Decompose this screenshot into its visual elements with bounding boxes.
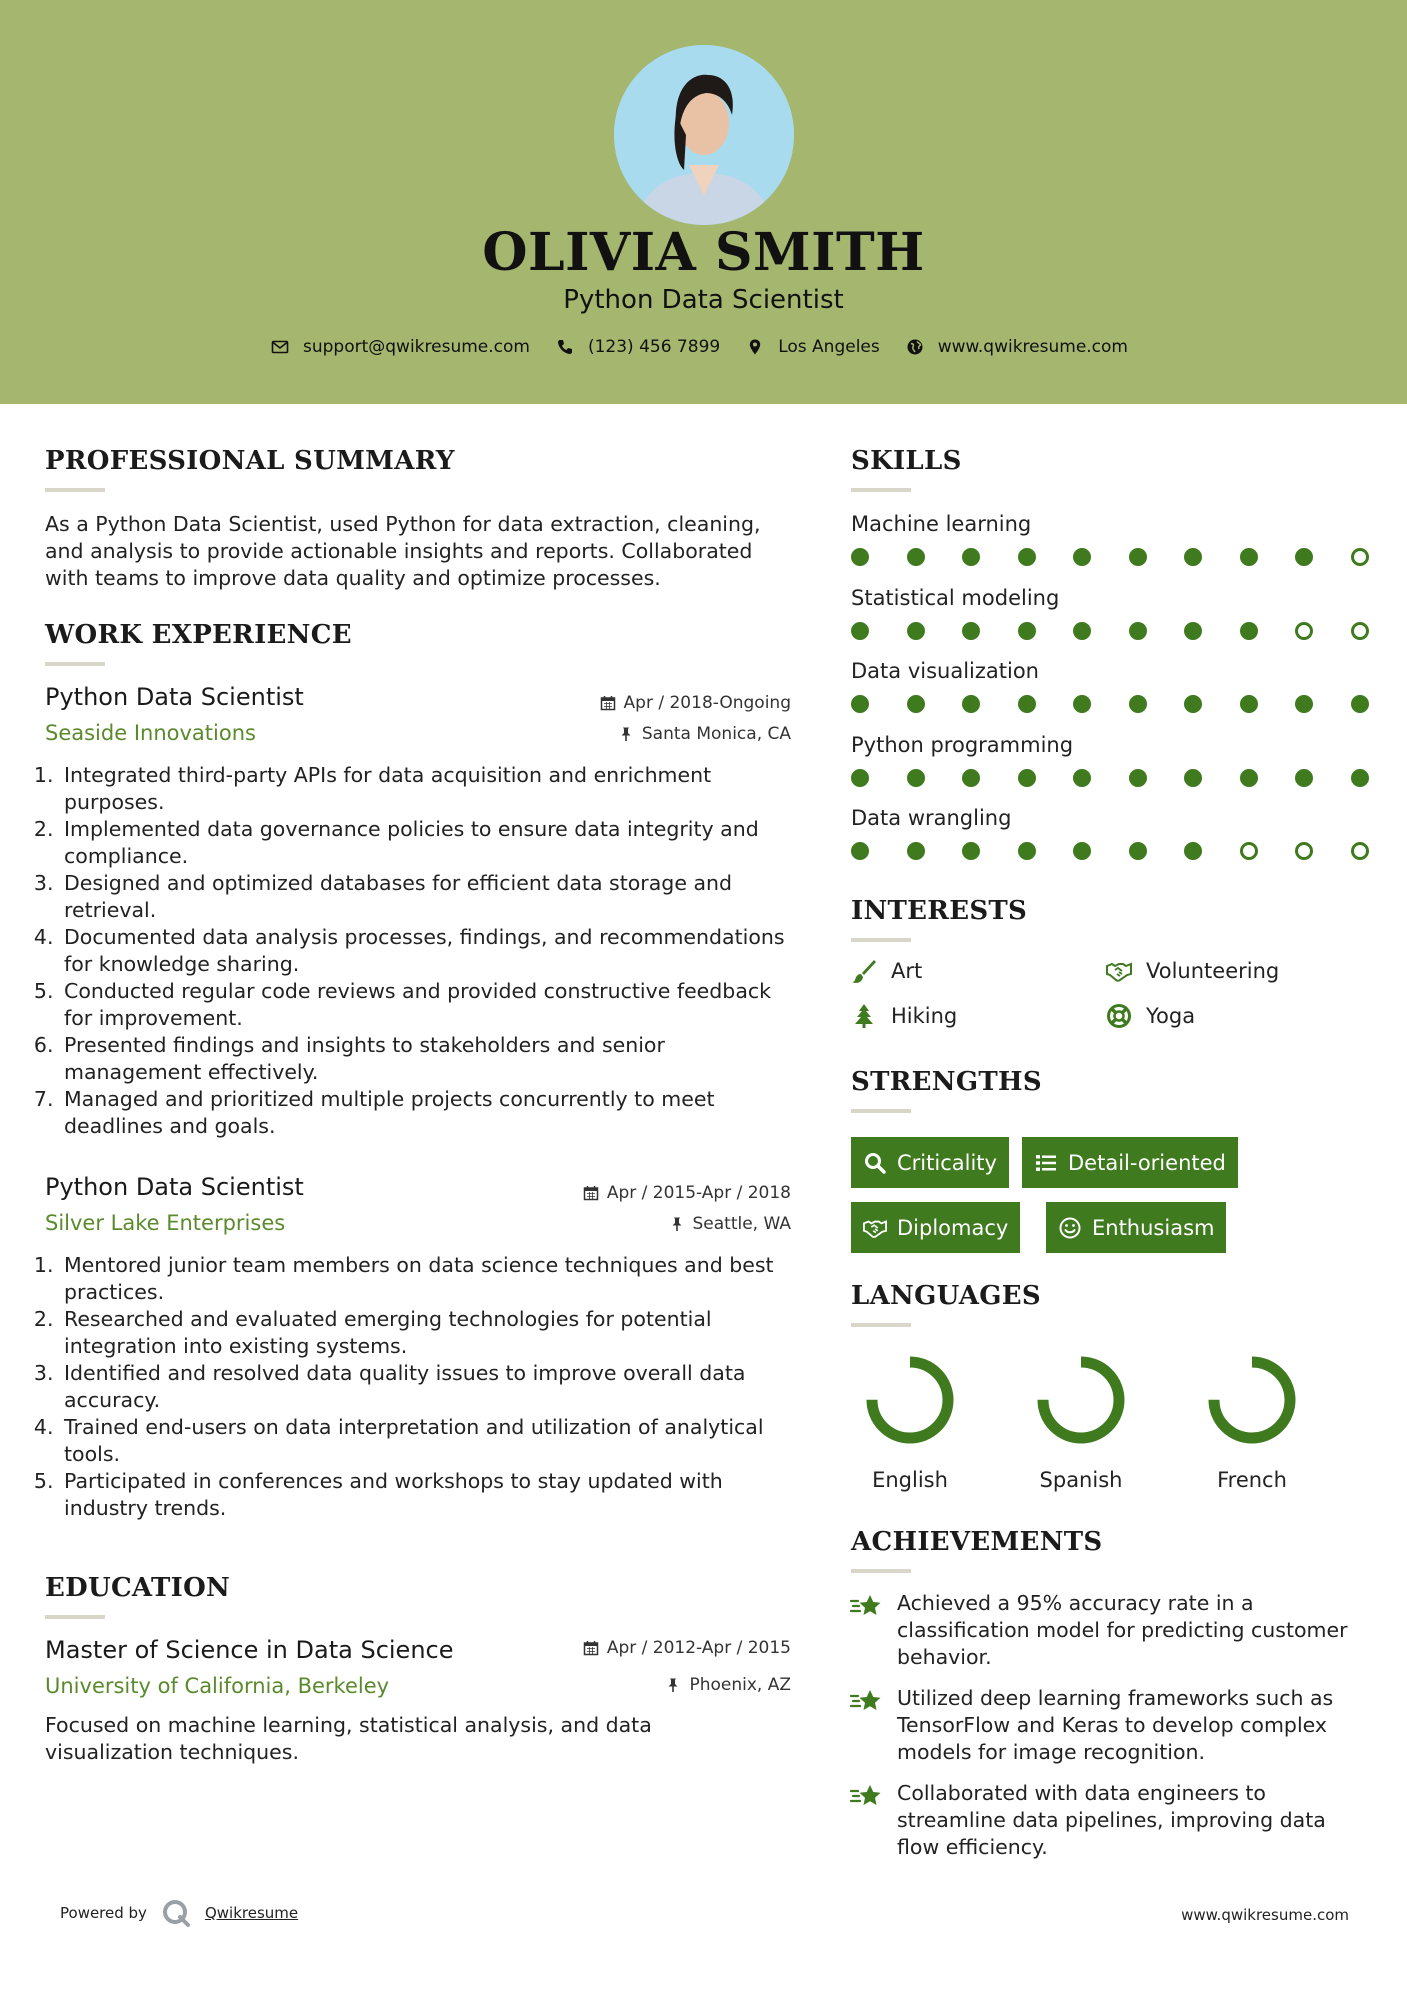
strength-badge (851, 1202, 1020, 1253)
section-underline (851, 938, 911, 942)
achievements-heading: ACHIEVEMENTS (851, 1527, 1103, 1557)
achievement-line: Achieved a 95% accuracy rate in a (897, 1591, 1254, 1615)
strength-label: Enthusiasm (1092, 1215, 1215, 1240)
achievement-text (897, 1780, 1326, 1861)
language-progress-arc (1214, 1362, 1290, 1438)
education-date (491, 1638, 791, 1658)
achievement-line: classification model for predicting customer (897, 1618, 1348, 1642)
rating-dot-filled (851, 695, 869, 713)
language-progress-arc (872, 1362, 948, 1438)
language-item (1192, 1350, 1312, 1492)
section-underline (851, 1323, 911, 1327)
languages-heading: LANGUAGES (851, 1281, 1041, 1311)
skills-heading: SKILLS (851, 446, 962, 476)
job-company: Seaside Innovations (45, 721, 256, 745)
rating-dot-filled (1073, 548, 1091, 566)
rating-dot-filled (962, 769, 980, 787)
rating-dot-filled (907, 695, 925, 713)
rating-dot-filled (907, 842, 925, 860)
job-date-text: Apr / 2015-Apr / 2018 (606, 1183, 791, 1203)
rating-dot-filled (1240, 548, 1258, 566)
interest-hiking (851, 1003, 957, 1029)
calendar-icon (600, 695, 616, 711)
rating-dot-filled (907, 622, 925, 640)
rating-dot-filled (907, 548, 925, 566)
rating-dot-filled (1295, 548, 1313, 566)
phone-icon (556, 338, 574, 356)
job-date (491, 1183, 791, 1203)
rating-dot-filled (962, 842, 980, 860)
skill-rating (851, 769, 1406, 787)
rating-dot-filled (907, 769, 925, 787)
degree-title: Master of Science in Data Science (45, 1636, 454, 1664)
rating-dot-empty (1351, 842, 1369, 860)
education-location-text: Phoenix, AZ (689, 1675, 791, 1695)
language-progress-arc (1043, 1362, 1119, 1438)
rating-dot-filled (851, 622, 869, 640)
resume-header (0, 0, 1407, 404)
skill-name: Data visualization (851, 659, 1039, 683)
contact-website[interactable] (906, 337, 1128, 357)
pushpin-icon (669, 1216, 685, 1232)
interest-art (851, 958, 922, 984)
star-icon (849, 1782, 883, 1812)
rating-dot-filled (851, 548, 869, 566)
list-item: 5. Conducted regular code reviews and provided constructive feedback for improvement. (60, 978, 800, 1032)
rating-dot-filled (1073, 842, 1091, 860)
experience-heading: WORK EXPERIENCE (45, 620, 352, 650)
rating-dot-filled (1129, 622, 1147, 640)
rating-dot-filled (1073, 695, 1091, 713)
section-underline (851, 488, 911, 492)
list-item: 3. Identified and resolved data quality issues to improve overall data accuracy. (60, 1360, 800, 1414)
rating-dot-filled (1295, 695, 1313, 713)
list-item: 2. Implemented data governance policies to ensure data integrity and compliance. (60, 816, 800, 870)
handshake-icon (863, 1216, 887, 1240)
achievement-line: TensorFlow and Keras to develop complex (897, 1713, 1328, 1737)
education-line: visualization techniques. (45, 1740, 299, 1764)
rating-dot-empty (1295, 622, 1313, 640)
footer-website[interactable]: www.qwikresume.com (1181, 1906, 1349, 1924)
section-underline (45, 662, 105, 666)
website-text: www.qwikresume.com (937, 337, 1128, 357)
candidate-name: OLIVIA SMITH (482, 222, 925, 283)
map-pin-icon (746, 338, 764, 356)
list-item: 4. Trained end-users on data interpretation and utilization of analytical tools. (60, 1414, 800, 1468)
section-underline (851, 1569, 911, 1573)
list-item: 2. Researched and evaluated emerging technologies for potential integration into existing systems. (60, 1306, 800, 1360)
interest-label: Art (891, 959, 923, 983)
skill-name: Machine learning (851, 512, 1032, 536)
interest-volunteering (1106, 958, 1279, 984)
rating-dot-filled (1018, 548, 1036, 566)
summary-line: As a Python Data Scientist, used Python for data extraction, cleaning, (45, 512, 761, 536)
skill-name: Statistical modeling (851, 585, 1060, 610)
interest-yoga (1106, 1003, 1195, 1029)
rating-dot-filled (962, 622, 980, 640)
job-title: Python Data Scientist (45, 683, 304, 711)
contact-location (746, 337, 880, 357)
language-label: Spanish (1039, 1468, 1123, 1492)
language-progress-ring (860, 1350, 960, 1450)
person-portrait-icon (614, 45, 794, 225)
language-progress-ring (1202, 1350, 1302, 1450)
language-progress-ring (1031, 1350, 1131, 1450)
qwikresume-link[interactable]: Qwikresume (204, 1904, 299, 1922)
rating-dot-empty (1351, 622, 1369, 640)
rating-dot-filled (1129, 769, 1147, 787)
rating-dot-filled (1129, 548, 1147, 566)
achievement-line: flow efficiency. (897, 1835, 1048, 1859)
pushpin-icon (665, 1677, 681, 1693)
search-icon (863, 1151, 887, 1175)
rating-dot-filled (1240, 695, 1258, 713)
school-name: University of California, Berkeley (45, 1674, 390, 1698)
interests-heading: INTERESTS (851, 896, 1028, 926)
rating-dot-filled (1240, 622, 1258, 640)
paintbrush-icon (851, 958, 877, 984)
list-item: 1. Mentored junior team members on data science techniques and best practices. (60, 1252, 800, 1306)
interest-label: Volunteering (1146, 959, 1280, 983)
job-responsibilities (40, 762, 800, 1140)
achievement-text (897, 1590, 1348, 1671)
globe-icon (906, 338, 924, 356)
skill-name: Python programming (851, 732, 1074, 757)
job-title: Python Data Scientist (45, 1173, 304, 1201)
education-heading: EDUCATION (45, 1573, 231, 1603)
achievement-line: models for image recognition. (897, 1740, 1205, 1764)
achievement-line: Collaborated with data engineers to (897, 1781, 1266, 1805)
education-description (45, 1712, 785, 1766)
strengths-heading: STRENGTHS (851, 1067, 1042, 1097)
language-label: French (1217, 1468, 1287, 1492)
list-item: 4. Documented data analysis processes, findings, and recommendations for knowledge sharing. (60, 924, 800, 978)
footer-powered-by (60, 1898, 298, 1928)
summary-line: and analysis to provide actionable insights and reports. Collaborated (45, 539, 753, 563)
rating-dot-filled (1073, 622, 1091, 640)
job-location-text: Santa Monica, CA (641, 724, 791, 744)
interest-label: Yoga (1146, 1004, 1196, 1028)
powered-by-text: Powered by (60, 1904, 147, 1922)
lifebuoy-icon (1106, 1003, 1132, 1029)
strength-label: Detail-oriented (1068, 1150, 1226, 1175)
skill-rating (851, 548, 1406, 566)
language-item (850, 1350, 970, 1492)
list-item: 3. Designed and optimized databases for efficient data storage and retrieval. (60, 870, 800, 924)
location-text: Los Angeles (778, 337, 880, 357)
list-icon (1034, 1151, 1058, 1175)
candidate-title: Python Data Scientist (563, 285, 844, 315)
calendar-icon (583, 1185, 599, 1201)
rating-dot-filled (1184, 842, 1202, 860)
rating-dot-filled (851, 842, 869, 860)
contact-bar (0, 337, 1407, 357)
strength-label: Diplomacy (897, 1215, 1009, 1240)
section-underline (45, 488, 105, 492)
skill-rating (851, 622, 1406, 640)
skill-rating (851, 842, 1406, 860)
list-item: 5. Participated in conferences and workshops to stay updated with industry trends. (60, 1468, 800, 1522)
rating-dot-filled (1240, 769, 1258, 787)
achievement-line: behavior. (897, 1645, 992, 1669)
rating-dot-filled (1018, 769, 1036, 787)
job-location (491, 1214, 791, 1234)
pushpin-icon (618, 726, 634, 742)
rating-dot-empty (1351, 548, 1369, 566)
rating-dot-filled (1184, 769, 1202, 787)
education-date-text: Apr / 2012-Apr / 2015 (606, 1638, 791, 1658)
rating-dot-filled (1073, 769, 1091, 787)
rating-dot-filled (1018, 842, 1036, 860)
rating-dot-filled (1184, 548, 1202, 566)
rating-dot-empty (1240, 842, 1258, 860)
education-line: Focused on machine learning, statistical analysis, and data (45, 1713, 652, 1737)
rating-dot-filled (1018, 695, 1036, 713)
summary-heading: PROFESSIONAL SUMMARY (45, 446, 455, 476)
strength-badge (1022, 1137, 1238, 1188)
list-item: 1. Integrated third-party APIs for data acquisition and enrichment purposes. (60, 762, 800, 816)
list-item: 7. Managed and prioritized multiple projects concurrently to meet deadlines and goals. (60, 1086, 800, 1140)
rating-dot-filled (1351, 769, 1369, 787)
section-underline (851, 1109, 911, 1113)
smile-icon (1058, 1216, 1082, 1240)
contact-email[interactable] (271, 337, 530, 357)
achievement-line: Utilized deep learning frameworks such as (897, 1686, 1334, 1710)
envelope-icon (271, 338, 289, 356)
rating-dot-filled (1184, 695, 1202, 713)
skill-name: Data wrangling (851, 806, 1012, 830)
contact-phone[interactable] (556, 337, 720, 357)
rating-dot-filled (1129, 842, 1147, 860)
strength-label: Criticality (897, 1150, 997, 1175)
skill-rating (851, 695, 1406, 713)
phone-text: (123) 456 7899 (587, 337, 721, 357)
star-icon (849, 1592, 883, 1622)
achievement-item (849, 1590, 1369, 1671)
tree-icon (851, 1003, 877, 1029)
education-location (491, 1675, 791, 1695)
rating-dot-filled (1018, 622, 1036, 640)
job-company: Silver Lake Enterprises (45, 1211, 286, 1235)
job-location (491, 724, 791, 744)
strength-badge (851, 1137, 1009, 1188)
calendar-icon (583, 1640, 599, 1656)
achievement-item (849, 1685, 1369, 1766)
job-date (491, 693, 791, 713)
achievement-text (897, 1685, 1333, 1766)
interest-label: Hiking (891, 1004, 958, 1028)
job-location-text: Seattle, WA (692, 1214, 791, 1234)
language-label: English (872, 1468, 948, 1492)
language-item (1021, 1350, 1141, 1492)
achievement-line: streamline data pipelines, improving data (897, 1808, 1326, 1832)
achievement-item (849, 1780, 1369, 1861)
rating-dot-empty (1295, 842, 1313, 860)
rating-dot-filled (1295, 769, 1313, 787)
rating-dot-filled (962, 548, 980, 566)
qwikresume-logo-icon (161, 1898, 191, 1928)
rating-dot-filled (851, 769, 869, 787)
job-date-text: Apr / 2018-Ongoing (623, 693, 791, 713)
section-underline (45, 1615, 105, 1619)
list-item: 6. Presented findings and insights to stakeholders and senior management effectively. (60, 1032, 800, 1086)
rating-dot-filled (1184, 622, 1202, 640)
summary-text (45, 511, 805, 592)
handshake-icon (1106, 958, 1132, 984)
profile-photo (614, 45, 794, 225)
star-icon (849, 1687, 883, 1717)
rating-dot-filled (1351, 695, 1369, 713)
email-text: support@qwikresume.com (303, 337, 530, 357)
rating-dot-filled (962, 695, 980, 713)
summary-line: with teams to improve data quality and optimize processes. (45, 566, 661, 590)
strength-badge (1046, 1202, 1226, 1253)
job-responsibilities (40, 1252, 800, 1522)
rating-dot-filled (1129, 695, 1147, 713)
